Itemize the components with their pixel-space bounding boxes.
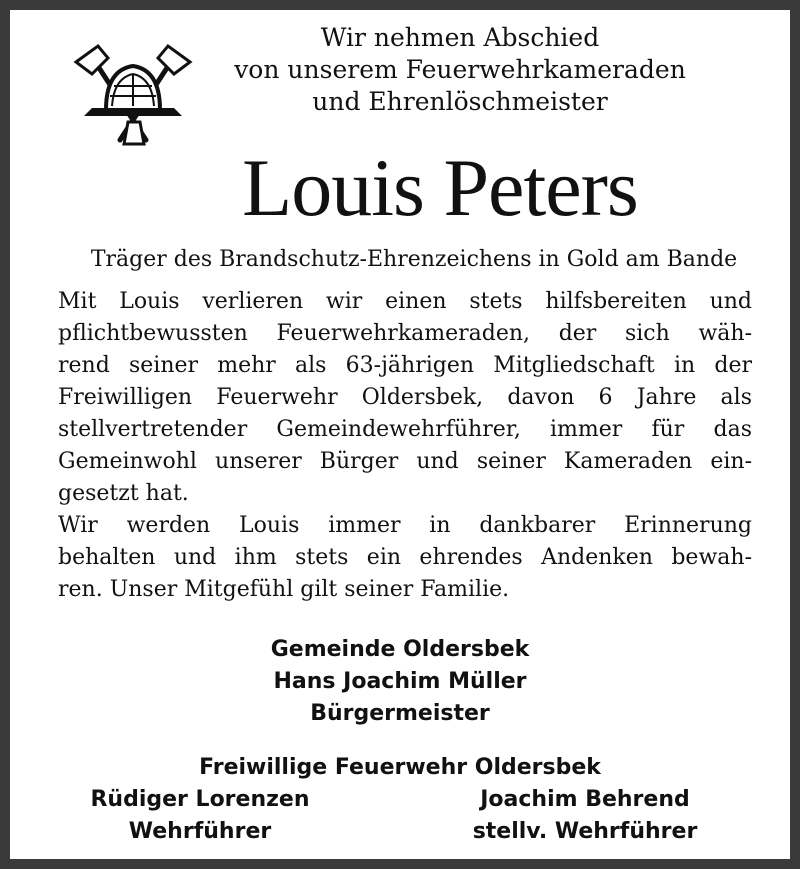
body-line: behalten und ihm stets ein ehrendes Andenken bewah- xyxy=(58,545,752,570)
fire-brigade-helmet-axes-icon xyxy=(68,40,198,150)
body-line: Wir werden Louis immer in dankbarer Erinnerung xyxy=(58,513,752,538)
deputy-chief-name: Joachim Behrend xyxy=(480,787,690,812)
obituary-notice xyxy=(10,10,790,859)
mayor-name: Hans Joachim Müller xyxy=(273,669,527,694)
deceased-name: Louis Peters xyxy=(242,142,638,233)
chief-title: Wehrführer xyxy=(128,819,272,844)
fire-brigade-name: Freiwillige Feuerwehr Oldersbek xyxy=(199,755,601,780)
body-line: rend seiner mehr als 63-jährigen Mitgliedschaft in der xyxy=(58,353,752,378)
body-line: Freiwilligen Feuerwehr Oldersbek, davon 6 Jahre als xyxy=(58,385,752,410)
honor-line: Träger des Brandschutz-Ehrenzeichens in Gold am Bande xyxy=(90,247,738,272)
body-line: gesetzt hat. xyxy=(58,481,189,506)
body-line: stellvertretender Gemeindewehrführer, immer für das xyxy=(58,417,752,442)
heading-line-3: und Ehrenlöschmeister xyxy=(312,87,608,116)
body-line: Gemeinwohl unserer Bürger und seiner Kameraden ein- xyxy=(58,449,752,474)
body-line: pflichtbewussten Feuerwehrkameraden, der sich wäh- xyxy=(58,321,752,346)
body-line: ren. Unser Mitgefühl gilt seiner Familie. xyxy=(58,577,510,602)
municipality-name: Gemeinde Oldersbek xyxy=(270,637,530,662)
body-line: Mit Louis verlieren wir einen stets hilfsbereiten und xyxy=(58,289,752,314)
chief-name: Rüdiger Lorenzen xyxy=(90,787,310,812)
heading-line-2: von unserem Feuerwehrkameraden xyxy=(234,55,686,84)
heading-line-1: Wir nehmen Abschied xyxy=(320,23,600,52)
deputy-chief-title: stellv. Wehrführer xyxy=(472,819,698,844)
mayor-title: Bürgermeister xyxy=(310,701,490,726)
